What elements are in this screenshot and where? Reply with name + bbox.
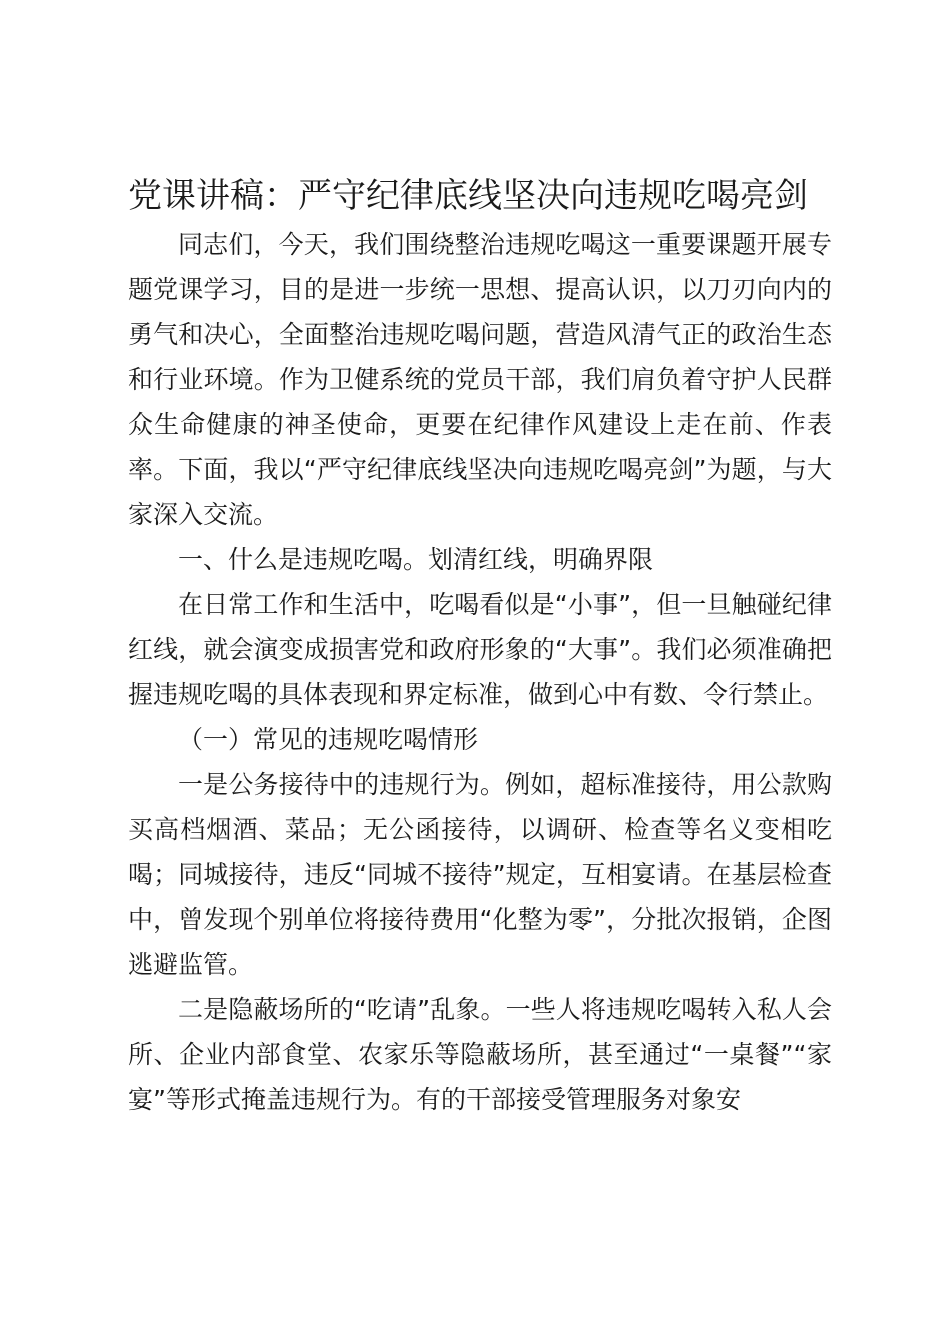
item-1-paragraph: 一是公务接待中的违规行为。例如，超标准接待，用公款购买高档烟酒、菜品；无公函接待，以调研、检查等名义变相吃喝；同城接待，违反“同城不接待”规定，互相宴请。在基层检查中，曾发现个别单位将接待费用“化整为零”，分批次报销，企图逃避监管。 — [128, 770, 832, 979]
subsection-heading-1: （一）常见的违规吃喝情形 — [178, 725, 479, 754]
intro-paragraph: 同志们，今天，我们围绕整治违规吃喝这一重要课题开展专题党课学习，目的是进一步统一思想、提高认识，以刀刃向内的勇气和决心，全面整治违规吃喝问题，营造风清气正的政治生态和行业环境。作为卫健系统的党员干部，我们肩负着守护人民群众生命健康的神圣使命，更要在纪律作风建设上走在前、作表率。下面，我以“严守纪律底线坚决向违规吃喝亮剑”为题，与大家深入交流。 — [128, 230, 832, 529]
item-2-paragraph: 二是隐蔽场所的“吃请”乱象。一些人将违规吃喝转入私人会所、企业内部食堂、农家乐等隐蔽场所，甚至通过“一桌餐”“家宴”等形式掩盖违规行为。有的干部接受管理服务对象安 — [128, 995, 832, 1114]
section-1-paragraph: 在日常工作和生活中，吃喝看似是“小事”，但一旦触碰纪律红线，就会演变成损害党和政府形象的“大事”。我们必须准确把握违规吃喝的具体表现和界定标准，做到心中有数、令行禁止。 — [128, 590, 832, 709]
document-title: 党课讲稿：严守纪律底线坚决向违规吃喝亮剑 — [128, 176, 808, 216]
section-heading-1: 一、什么是违规吃喝。划清红线，明确界限 — [178, 545, 654, 574]
document-page — [128, 170, 832, 1122]
